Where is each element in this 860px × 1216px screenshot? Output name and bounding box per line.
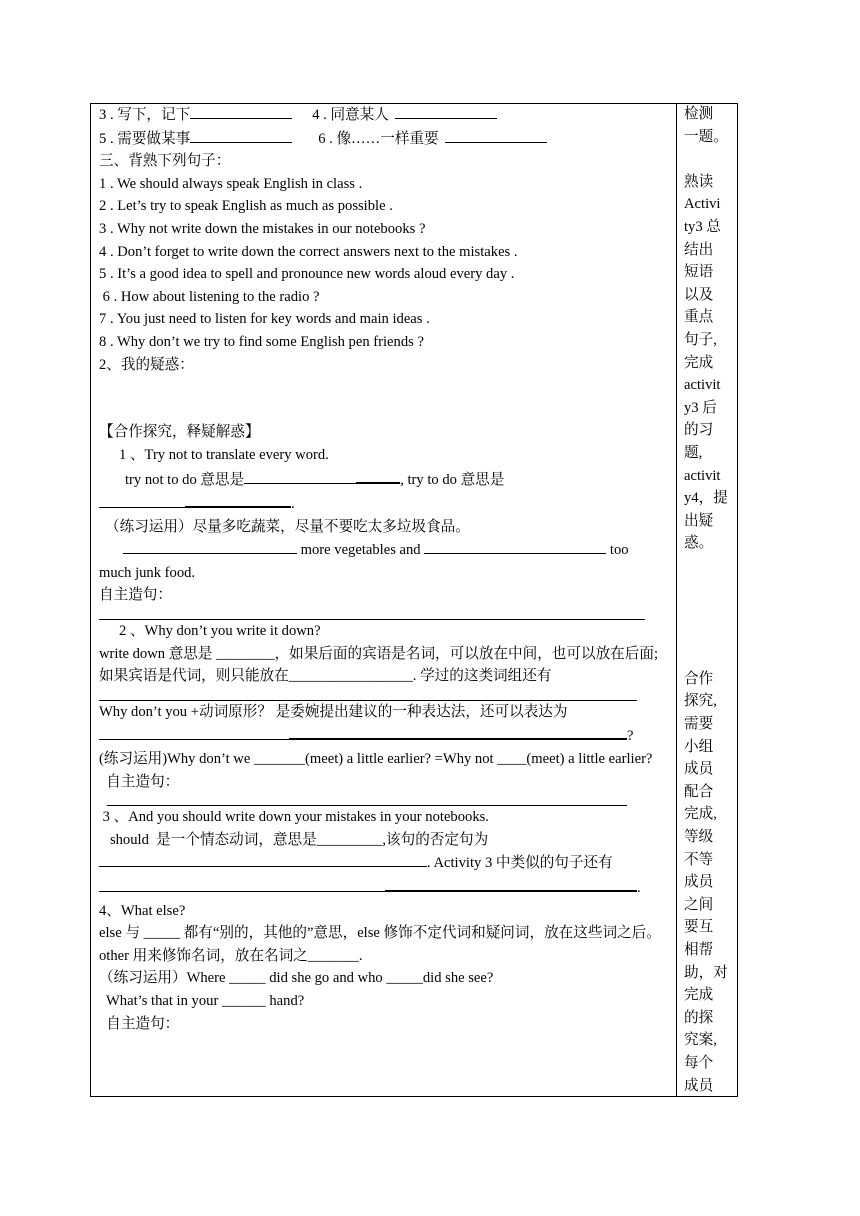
- blank: [244, 468, 356, 484]
- q2-title: 2 、Why don’t you write it down?: [119, 623, 321, 640]
- side-note: y4，提: [684, 490, 728, 507]
- main-column: [99, 103, 667, 1035]
- sentence-3: 3 . Why not write down the mistakes in our notebooks ?: [99, 220, 426, 237]
- side-note: activit: [684, 467, 721, 484]
- q3-line-2: . Activity 3 中类似的句子还有: [99, 851, 667, 875]
- side-note: Activi: [684, 196, 721, 213]
- side-note: 相帮: [684, 941, 714, 958]
- side-note: 探究,: [684, 693, 717, 710]
- section-title: 【合作探究，释疑解惑】: [99, 424, 260, 441]
- side-note: 需要: [684, 716, 714, 733]
- q1-practice: （练习运用）尽量多吃蔬菜，尽量不要吃太多垃圾食品。: [105, 518, 470, 535]
- doubts-heading: 2、我的疑惑：: [99, 356, 194, 373]
- q4-paragraph-1: else 与 _____ 都有“别的，其他的”意思，else 修饰不定代词和疑问词，放在这些词之后。other 用来修饰名词，放在名词之_______.: [99, 925, 661, 964]
- blank: [289, 723, 627, 740]
- blank: [99, 492, 185, 508]
- sentence-8: 8 . Why don’t we try to find some English pen friends ?: [99, 333, 424, 350]
- side-note: 以及: [684, 286, 714, 303]
- q4-practice-2: What’s that in your ______ hand?: [99, 992, 305, 1009]
- blank: [356, 467, 400, 484]
- side-note: 一题。: [684, 128, 728, 145]
- vocab-row-2: [99, 127, 667, 151]
- blank: [185, 491, 291, 508]
- sentence-4: 4 . Don’t forget to write down the correct answers next to the mistakes .: [99, 243, 518, 260]
- side-note: 合作: [684, 670, 714, 687]
- blank: [99, 851, 427, 867]
- side-note: 究案,: [684, 1032, 717, 1049]
- blank: [395, 103, 497, 119]
- q4-own-sentence: 自主造句：: [99, 1015, 180, 1032]
- side-note: 结出: [684, 241, 714, 258]
- q1-line-3: more vegetables and too: [99, 538, 667, 562]
- vocab-row-1: [99, 103, 667, 127]
- side-note: 题,: [684, 444, 703, 461]
- side-note: 短语: [684, 264, 714, 281]
- q2-line-3: ?: [99, 723, 667, 748]
- q1-line-2: .: [99, 491, 667, 516]
- side-note: 句子,: [684, 331, 717, 348]
- side-note: 完成,: [684, 806, 717, 823]
- sentences-heading: 三、背熟下列句子：: [99, 153, 231, 170]
- q4-practice-1: （练习运用）Where _____ did she go and who _____did she see?: [99, 970, 494, 987]
- side-note: 每个: [684, 1054, 714, 1071]
- q2-paragraph-1: write down 意思是 ________，如果后面的宾语是名词，可以放在中间，也可以放在后面; 如果宾语是代词，则只能放在_________________. 学过的这类词组还有: [99, 645, 659, 685]
- side-note: 不等: [684, 851, 714, 868]
- sentence-5: 5 . It’s a good idea to spell and pronounce new words aloud every day .: [99, 266, 515, 283]
- q3-line-3: .: [99, 875, 667, 900]
- side-note: ty3 总: [684, 218, 721, 235]
- blank: [424, 538, 606, 554]
- q1-line-1: try not to do 意思是 , try to do 意思是: [99, 467, 667, 492]
- q2-practice: (练习运用)Why don’t we _______(meet) a little earlier? =Why not ____(meet) a little earlier?: [99, 751, 653, 768]
- sentence-6: 6 . How about listening to the radio ?: [99, 288, 320, 305]
- side-note: 重点: [684, 309, 714, 326]
- side-note: 配合: [684, 783, 714, 800]
- side-note: y3 后: [684, 399, 717, 416]
- q4-title: 4、What else?: [99, 902, 186, 919]
- side-note: 完成: [684, 354, 714, 371]
- side-note: 熟读: [684, 173, 714, 190]
- side-note: 完成: [684, 987, 714, 1004]
- side-note: 之间: [684, 896, 714, 913]
- sentence-2: 2 . Let’s try to speak English as much as possible .: [99, 198, 393, 215]
- side-note: 的习: [684, 422, 714, 439]
- blank: [190, 127, 292, 143]
- q3-title: 3 、And you should write down your mistakes in your notebooks.: [99, 809, 489, 826]
- side-note: activit: [684, 377, 721, 394]
- side-note: 要互: [684, 919, 714, 936]
- side-note: 的探: [684, 1009, 714, 1026]
- blank: [385, 875, 637, 892]
- q1-own-sentence: 自主造句：: [99, 587, 172, 604]
- side-note: 助，对: [684, 964, 728, 981]
- vocab-item-4: 4 . 同意某人: [312, 107, 389, 123]
- column-divider: [676, 103, 677, 1097]
- q2-own-sentence: 自主造句：: [99, 773, 180, 790]
- blank: [99, 724, 289, 740]
- blank: [123, 538, 297, 554]
- vocab-item-6: 6 . 像……一样重要: [318, 130, 439, 147]
- side-note: 检测: [684, 106, 714, 122]
- side-note: 惑。: [684, 535, 714, 552]
- q2-own-rule: [99, 793, 667, 806]
- side-note: 等级: [684, 829, 714, 845]
- blank: [190, 103, 292, 119]
- side-note: 成员: [684, 874, 714, 891]
- sentence-1: 1 . We should always speak English in class .: [99, 175, 363, 192]
- q3-line-1: should 是一个情态动词，意思是_________,该句的否定句为: [99, 831, 489, 848]
- side-notes: [684, 103, 732, 1097]
- q1-line-4: much junk food.: [99, 564, 196, 581]
- blank: [99, 876, 385, 892]
- vocab-item-3: 3 . 写下，记下: [99, 107, 191, 123]
- sentence-7: 7 . You just need to listen for key words and main ideas .: [99, 311, 430, 328]
- vocab-item-5: 5 . 需要做某事: [99, 130, 191, 147]
- q2-answer-rule: [99, 688, 667, 701]
- q1-title: 1 、Try not to translate every word.: [119, 446, 329, 463]
- side-note: 成员: [684, 761, 714, 778]
- side-note: 成员: [684, 1077, 714, 1094]
- side-note: 出疑: [684, 512, 714, 529]
- q2-paragraph-2: Why don’t you +动词原形？ 是委婉提出建议的一种表达法，还可以表达为: [99, 703, 568, 720]
- blank: [445, 127, 547, 143]
- side-note: 小组: [684, 738, 714, 755]
- q1-answer-rule: [99, 607, 667, 620]
